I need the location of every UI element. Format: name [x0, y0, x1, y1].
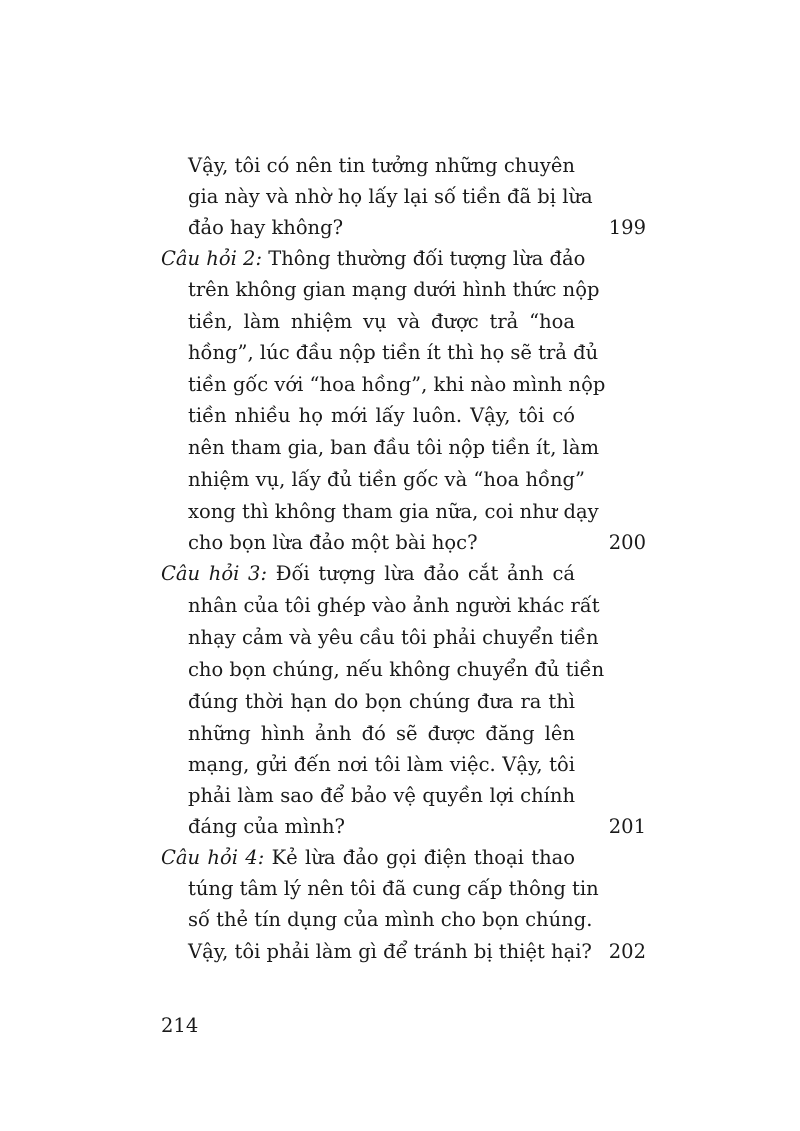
toc-line: gia này và nhờ họ lấy lại số tiền đã bị lừa	[188, 185, 593, 208]
question-label: Câu hỏi 3:	[161, 562, 268, 585]
toc-line: nhân của tôi ghép vào ảnh người khác rất	[188, 594, 600, 617]
toc-line: túng tâm lý nên tôi đã cung cấp thông tin	[188, 877, 599, 900]
toc-line	[161, 558, 575, 590]
toc-page-number: 202	[608, 940, 646, 963]
toc-line: phải làm sao để bảo vệ quyền lợi chính	[188, 784, 575, 807]
toc-line: nên tham gia, ban đầu tôi nộp tiền ít, làm	[188, 436, 600, 459]
toc-line: cho bọn lừa đảo một bài học?	[188, 531, 478, 554]
toc-line	[161, 243, 586, 275]
toc-page-number: 199	[608, 216, 646, 239]
toc-line: số thẻ tín dụng của mình cho bọn chúng.	[188, 908, 593, 931]
toc-line	[161, 842, 575, 874]
folio-page-number: 214	[161, 1014, 199, 1037]
toc-line: Vậy, tôi có nên tin tưởng những chuyên	[188, 154, 575, 177]
toc-line: đáng của mình?	[188, 815, 345, 838]
toc-line: cho bọn chúng, nếu không chuyển đủ tiền	[188, 658, 605, 681]
question-label: Câu hỏi 2:	[161, 247, 263, 270]
toc-line: tiền gốc với “hoa hồng”, khi nào mình nộp	[188, 373, 606, 396]
toc-page-number: 200	[608, 531, 646, 554]
toc-page-number: 201	[608, 815, 646, 838]
toc-line: nhiệm vụ, lấy đủ tiền gốc và “hoa hồng”	[188, 468, 585, 491]
toc-line: hồng”, lúc đầu nộp tiền ít thì họ sẽ trả đủ	[188, 341, 599, 364]
toc-line-text: Kẻ lừa đảo gọi điện thoại thao	[264, 846, 575, 869]
toc-line: xong thì không tham gia nữa, coi như dạy	[188, 500, 599, 523]
toc-line: trên không gian mạng dưới hình thức nộp	[188, 278, 600, 301]
toc-line: những hình ảnh đó sẽ được đăng lên	[188, 722, 575, 745]
toc-line: Vậy, tôi phải làm gì để tránh bị thiệt hại?	[188, 940, 592, 963]
toc-line: đảo hay không?	[188, 216, 344, 239]
toc-line: tiền, làm nhiệm vụ và được trả “hoa	[188, 310, 575, 333]
toc-line: nhạy cảm và yêu cầu tôi phải chuyển tiền	[188, 626, 599, 649]
toc-line: tiền nhiều họ mới lấy luôn. Vậy, tôi có	[188, 404, 575, 427]
question-label: Câu hỏi 4:	[161, 846, 265, 869]
toc-line: mạng, gửi đến nơi tôi làm việc. Vậy, tôi	[188, 753, 575, 776]
toc-line: đúng thời hạn do bọn chúng đưa ra thì	[188, 690, 575, 713]
toc-line-text: Đối tượng lừa đảo cắt ảnh cá	[267, 562, 575, 585]
toc-line-text: Thông thường đối tượng lừa đảo	[262, 247, 586, 270]
